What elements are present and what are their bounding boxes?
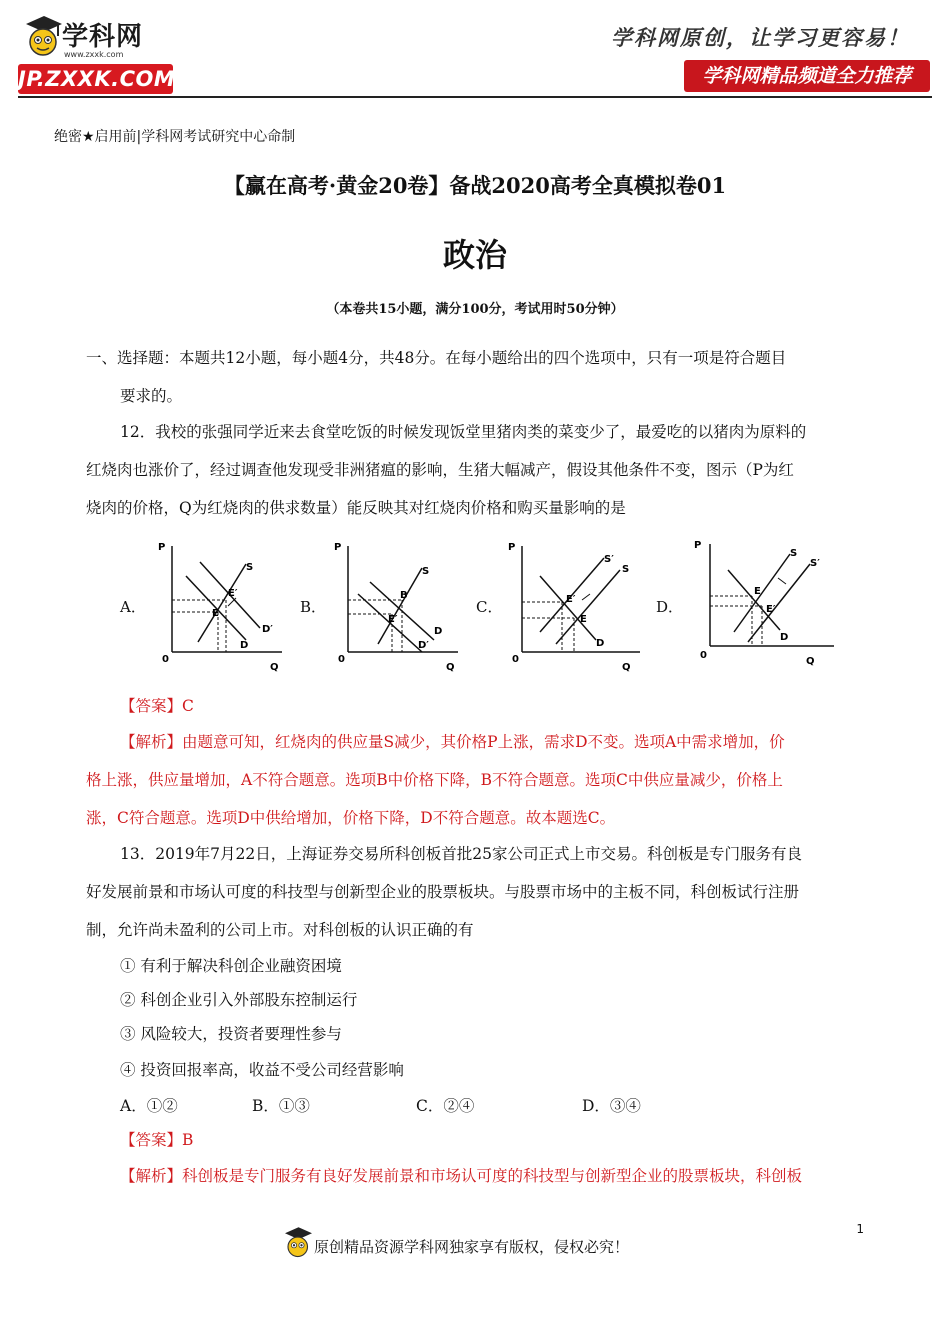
axis-p-label: P	[508, 542, 516, 553]
q12-option-a[interactable]: A．	[120, 598, 146, 616]
origin-label: 0	[162, 654, 169, 665]
demand-prime-label: D′	[418, 640, 429, 651]
q13-option-b[interactable]: B．①③	[252, 1097, 310, 1115]
q12-stem-line3: 烧肉的价格，Q为红烧肉的供求数量）能反映其对红烧肉价格和购买量影响的是	[86, 499, 626, 517]
q13-item-4: ④ 投资回报率高，收益不受公司经营影响	[120, 1061, 404, 1079]
exam-info: （本卷共15小题，满分100分，考试用时50分钟）	[326, 302, 624, 317]
q13-item-3: ③ 风险较大，投资者要理性参与	[120, 1025, 342, 1043]
equilibrium-label: E	[212, 608, 219, 619]
page-number: 1	[856, 1222, 864, 1236]
supply-prime-label: S′	[810, 558, 820, 569]
logo-banner[interactable]: JP.ZXXK.COM	[18, 64, 173, 94]
axis-q-label: Q	[622, 662, 631, 672]
supply-label: S	[246, 562, 254, 573]
axis-p-label: P	[158, 542, 166, 553]
equilibrium-prime-label: E′	[228, 588, 238, 599]
demand-label: D	[240, 640, 249, 651]
subject-title: 政治	[442, 236, 507, 274]
supply-label: S	[622, 564, 630, 575]
q12-option-c[interactable]: C．	[476, 598, 503, 616]
equilibrium-prime-label: E′	[566, 594, 576, 605]
axis-q-label: Q	[806, 656, 815, 667]
axis-p-label: P	[694, 540, 702, 551]
q12-analysis-line3: 涨，C符合题意。选项D中供给增加，价格下降，D不符合题意。故本题选C。	[86, 809, 616, 827]
axis-p-label: P	[334, 542, 342, 553]
point-b-label: B	[400, 590, 408, 601]
document-title: 【赢在高考·黄金20卷】备战2020高考全真模拟卷01	[223, 173, 727, 198]
q12-graph-a	[150, 536, 290, 672]
q12-analysis-line2: 格上涨，供应量增加，A不符合题意。选项B中价格下降，B不符合题意。选项C中供应量减少，价格上	[86, 771, 783, 789]
q13-analysis-line1: 【解析】科创板是专门服务有良好发展前景和市场认可度的科技型与创新型企业的股票板块，科创板	[120, 1167, 803, 1185]
q13-answer: 【答案】B	[120, 1131, 194, 1149]
q12-answer: 【答案】C	[120, 697, 194, 715]
q12-option-b[interactable]: B．	[300, 598, 327, 616]
q13-option-d[interactable]: D．③④	[582, 1097, 641, 1115]
confidential-note: 绝密★启用前|学科网考试研究中心命制	[54, 129, 296, 145]
q13-stem-line1: 13．2019年7月22日，上海证券交易所科创板首批25家公司正式上市交易。科创板是专门服务有良	[120, 845, 802, 863]
q12-graph-d	[684, 534, 844, 674]
footer-copyright: 原创精品资源学科网独家享有版权，侵权必究！	[314, 1238, 630, 1256]
q12-stem-line1: 12．我校的张强同学近来去食堂吃饭的时候发现饭堂里猪肉类的菜变少了，最爱吃的以猪肉为原料的	[120, 423, 807, 441]
logo-name: 学科网	[62, 22, 144, 52]
recommend-banner[interactable]: 学科网精品频道全力推荐	[684, 60, 930, 92]
equilibrium-prime-label: E′	[766, 604, 776, 615]
origin-label: 0	[512, 654, 519, 665]
q13-option-c[interactable]: C．②④	[416, 1097, 475, 1115]
q12-stem-line2: 红烧肉也涨价了，经过调查他发现受非洲猪瘟的影响，生猪大幅减产，假设其他条件不变，图示（P为红	[86, 461, 794, 479]
demand-label: D	[434, 626, 443, 637]
header-divider	[18, 96, 932, 98]
q13-stem-line3: 制，允许尚未盈利的公司上市。对科创板的认识正确的有	[86, 921, 474, 939]
q12-graph-b	[326, 536, 466, 672]
demand-label: D	[780, 632, 789, 643]
q12-graph-c	[500, 536, 650, 672]
axis-q-label: Q	[270, 662, 279, 672]
supply-label: S	[422, 566, 430, 577]
equilibrium-label: E	[580, 614, 587, 625]
equilibrium-label: E	[754, 586, 761, 597]
supply-prime-label: S′	[604, 554, 614, 565]
slogan: 学科网原创，让学习更容易！	[611, 25, 910, 50]
footer-mascot-icon	[282, 1224, 312, 1262]
q12-option-d[interactable]: D．	[656, 598, 684, 616]
q13-option-a[interactable]: A．①②	[120, 1097, 178, 1115]
demand-label: D	[596, 638, 605, 649]
logo-url: www.zxxk.com	[64, 50, 124, 59]
supply-label: S	[790, 548, 798, 559]
q12-analysis-line1: 【解析】由题意可知，红烧肉的供应量S减少，其价格P上涨，需求D不变。选项A中需求增加，价	[120, 733, 785, 751]
q13-item-2: ② 科创企业引入外部股东控制运行	[120, 991, 358, 1009]
q13-stem-line2: 好发展前景和市场认可度的科技型与创新型企业的股票板块。与股票市场中的主板不同，科创板试行注册	[86, 883, 800, 901]
axis-q-label: Q	[446, 662, 455, 672]
equilibrium-prime-label: E′	[388, 614, 398, 625]
q13-item-1: ① 有利于解决科创企业融资困境	[120, 957, 342, 975]
origin-label: 0	[338, 654, 345, 665]
section-heading: 一、选择题：本题共12小题，每小题4分，共48分。在每小题给出的四个选项中，只有一项是符合题目	[86, 349, 787, 367]
section-heading-cont: 要求的。	[120, 387, 183, 405]
demand-prime-label: D′	[262, 624, 273, 635]
origin-label: 0	[700, 650, 707, 661]
logo-mascot-icon	[22, 14, 62, 60]
